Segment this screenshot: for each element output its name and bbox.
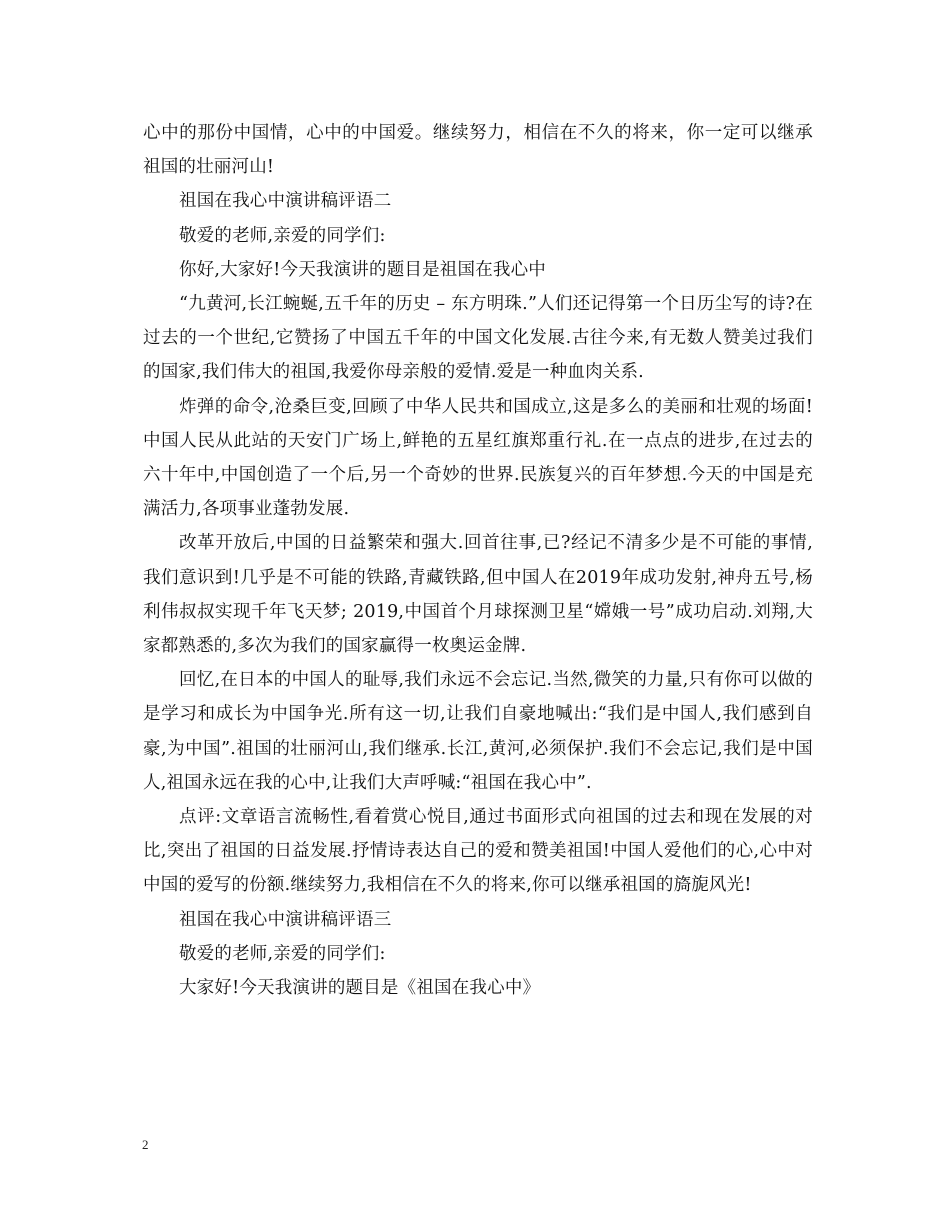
paragraph: 炸弹的命令,沧桑巨变,回顾了中华人民共和国成立,这是多么的美丽和壮观的场面!中国人民从此站的天安门广场上,鲜艳的五星红旗郑重行礼.在一点点的进步,在过去的六十年中,中国创造了一个后,另一个奇妙的世界.民族复兴的百年梦想.今天的中国是充满活力,各项事业蓬勃发展.	[143, 396, 813, 520]
paragraph: 回忆,在日本的中国人的耻辱,我们永远不会忘记.当然,微笑的力量,只有你可以做的是学习和成长为中国争光.所有这一切,让我们自豪地喊出:“我们是中国人,我们感到自豪,为中国”.祖国的壮丽河山,我们继承.长江,黄河,必须保护.我们不会忘记,我们是中国人,祖国永远在我的心中,让我们大声呼喊:“祖国在我心中”.	[143, 670, 813, 793]
salutation: 敬爱的老师,亲爱的同学们:	[179, 943, 386, 964]
body-text	[143, 116, 813, 1005]
section-heading: 祖国在我心中演讲稿评语三	[179, 909, 392, 930]
paragraph: “九黄河,长江蜿蜒,五千年的历史 – 东方明珠.”人们还记得第一个日历尘写的诗?在过去的一个世纪,它赞扬了中国五千年的中国文化发展.古往今来,有无数人赞美过我们的国家,我们伟大的祖国,我爱你母亲般的爱情.爱是一种血肉关系.	[143, 294, 813, 383]
comment-paragraph: 点评:文章语言流畅性,看着赏心悦目,通过书面形式向祖国的过去和现在发展的对比,突出了祖国的日益发展.抒情诗表达自己的爱和赞美祖国!中国人爱他们的心,心中对中国的爱写的份额.继续努力,我相信在不久的将来,你可以继承祖国的旖旎风光!	[143, 807, 813, 896]
paragraph: 你好,大家好!今天我演讲的题目是祖国在我心中	[179, 259, 546, 280]
paragraph: 改革开放后,中国的日益繁荣和强大.回首往事,已?经记不清多少是不可能的事情,我们意识到!几乎是不可能的铁路,青藏铁路,但中国人在2019年成功发射,神舟五号,杨利伟叔叔实现千年飞天梦; 2019,中国首个月球探测卫星“嫦娥一号”成功启动.刘翔,大家都熟悉的,多次为我们的国家赢得一枚奥运金牌.	[143, 533, 813, 657]
section-heading: 祖国在我心中演讲稿评语二	[179, 191, 392, 212]
paragraph: 心中的那份中国情，心中的中国爱。继续努力，相信在不久的将来，你一定可以继承祖国的壮丽河山!	[143, 123, 813, 178]
salutation: 敬爱的老师,亲爱的同学们:	[179, 225, 386, 246]
paragraph: 大家好!今天我演讲的题目是《祖国在我心中》	[179, 978, 541, 999]
page-number: 2	[142, 1137, 149, 1152]
